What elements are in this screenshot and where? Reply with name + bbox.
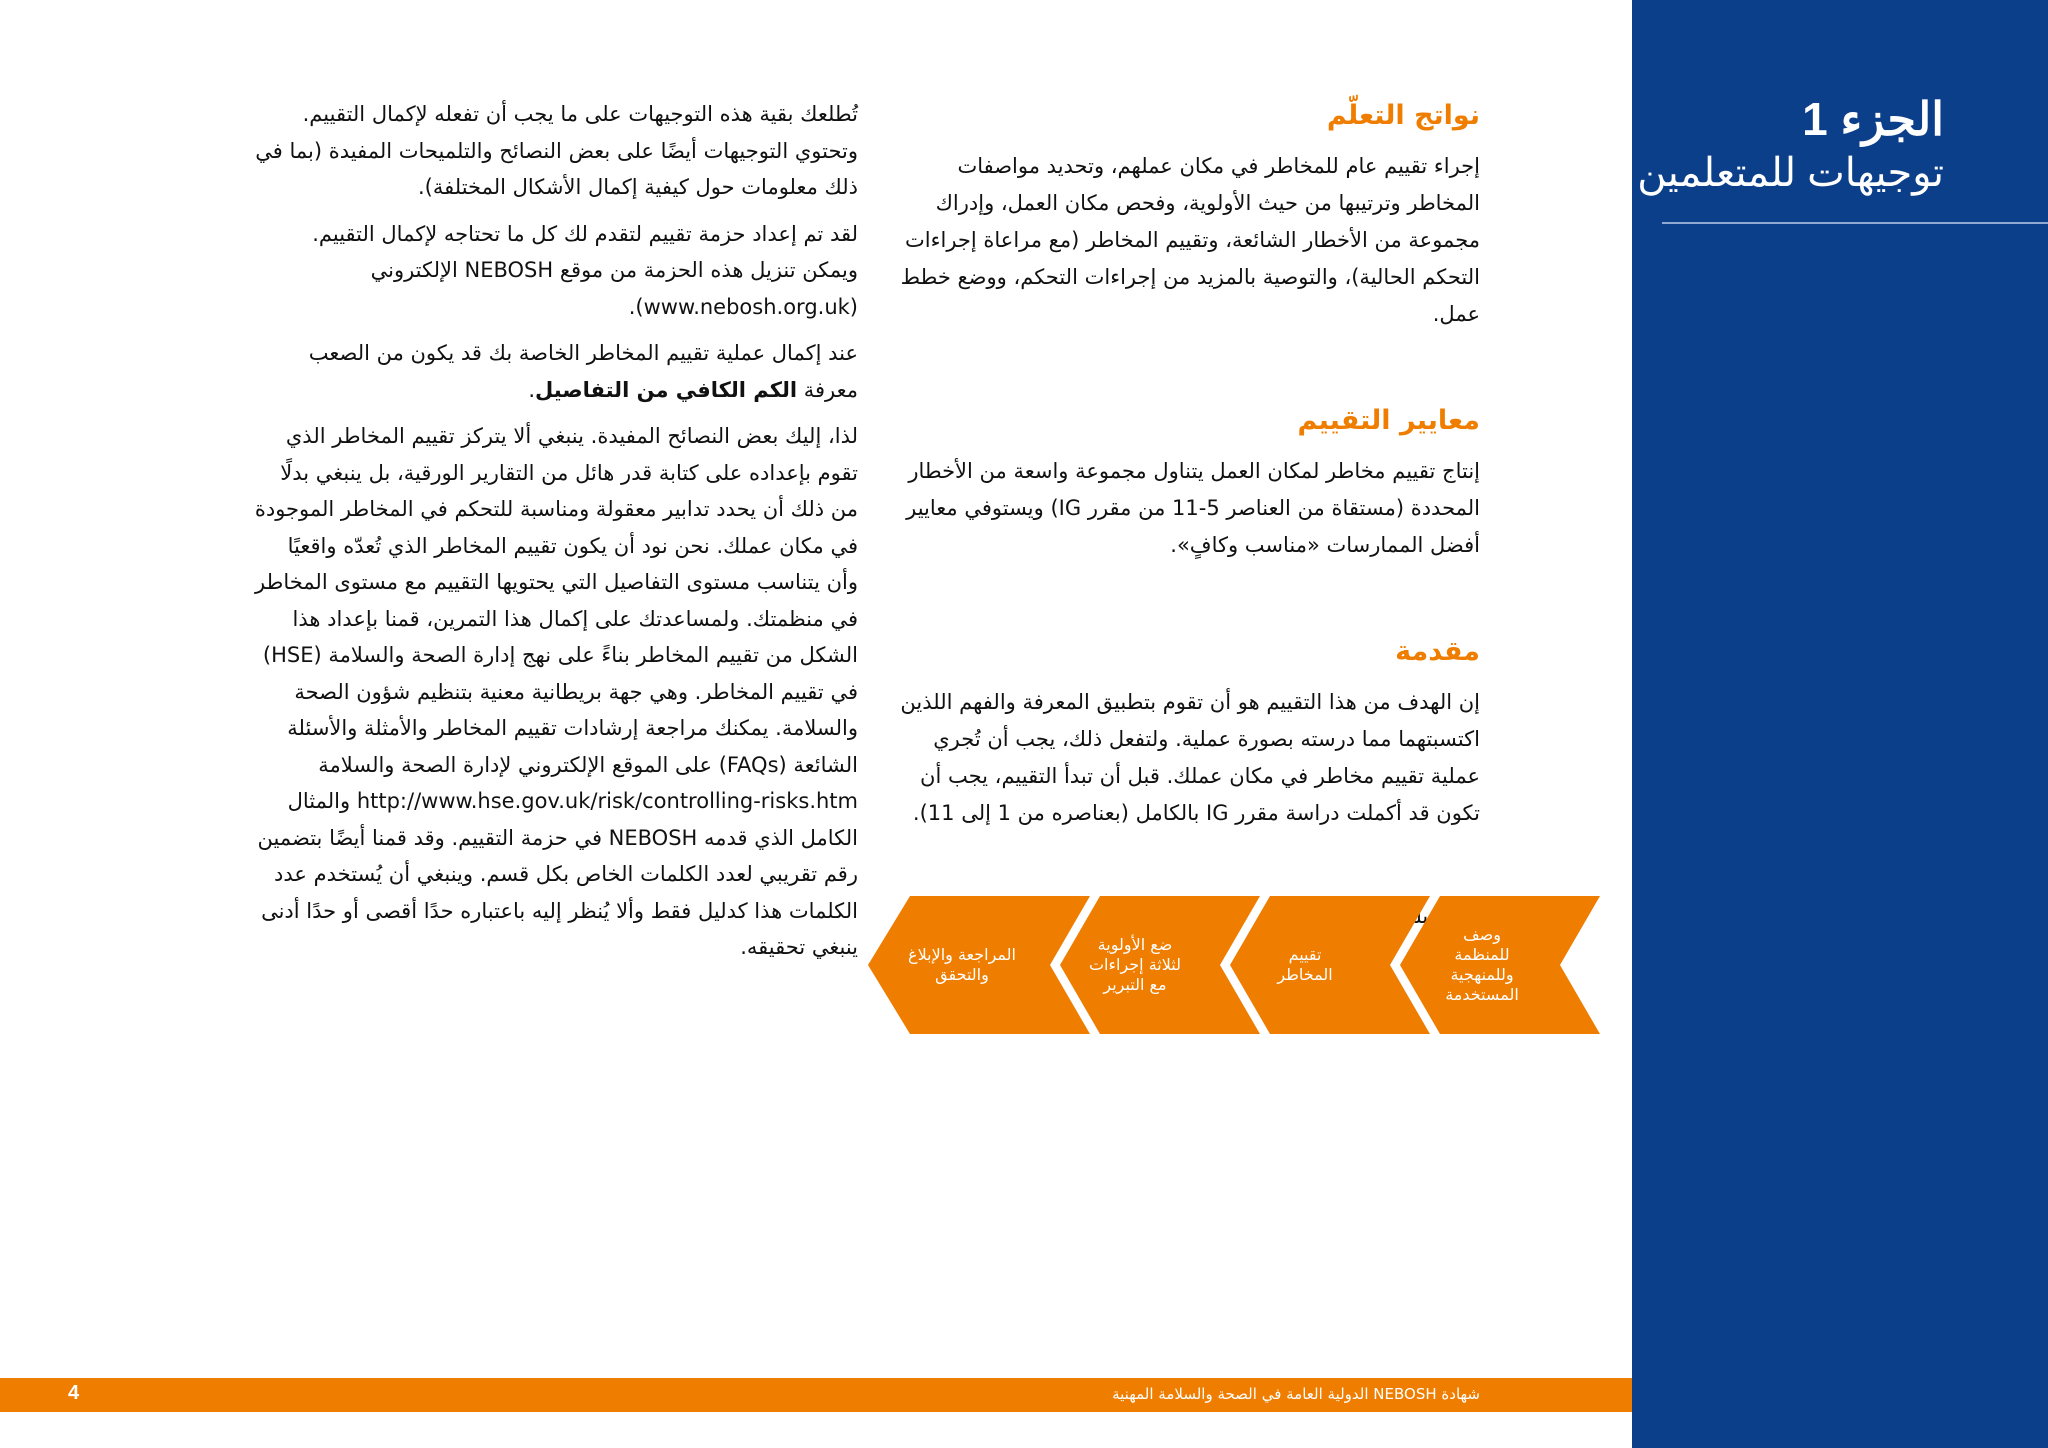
left-column <box>250 96 858 966</box>
page-number: 4 <box>68 1382 80 1404</box>
left-paragraph-3-bold: الكم الكافي من التفاصيل <box>535 377 798 402</box>
left-paragraph-4: لذا، إليك بعض النصائح المفيدة. ينبغي ألا يتركز تقييم المخاطر الذي تقوم بإعداده على كتابة قدر هائل من التقارير الورقية، بل ينبغي بدلًا من ذلك أن يحدد تدابير معقولة ومناسبة للتحكم في المخاطر الموجودة في مكان عملك. نحن نود أن يكون تقييم المخاطر الذي تُعدّه واقعيًا وأن يتناسب مستوى التفاصيل التي يحتويها التقييم مع مستوى المخاطر في منظمتك. ولمساعدتك على إكمال هذا التمرين، قمنا بإعداد هذا الشكل من تقييم المخاطر بناءً على نهج إدارة الصحة والسلامة (HSE) في تقييم المخاطر. وهي جهة بريطانية معنية بتنظيم شؤون الصحة والسلامة. يمكنك مراجعة إرشادات تقييم المخاطر والأمثلة والأسئلة الشائعة (FAQs) على الموقع الإلكتروني لإدارة الصحة والسلامة http://www.hse.gov.uk/risk/controlling-risks.htm والمثال الكامل الذي قدمه NEBOSH في حزمة التقييم. وقد قمنا أيضًا بتضمين رقم تقريبي لعدد الكلمات الخاص بكل قسم. وينبغي أن يُستخدم عدد الكلمات هذا كدليل فقط وألا يُنظر إليه باعتباره حدًا أقصى أو حدًا أدنى ينبغي تحقيقه. <box>254 424 858 959</box>
assessment-criteria-heading: معايير التقييم <box>1297 405 1480 436</box>
stage-2-line: تقييم <box>1288 945 1322 964</box>
stage-3-line: ضع الأولوية <box>1097 935 1173 954</box>
part-title: توجيهات للمتعلمين <box>1637 151 1944 195</box>
stage-4-line: والتحقق <box>935 965 989 984</box>
left-paragraph-2: لقد تم إعداد حزمة تقييم لتقدم لك كل ما تحتاجه لإكمال التقييم. ويمكن تنزيل هذه الحزمة من موقع NEBOSH الإلكتروني (www.nebosh.org.uk). <box>312 221 858 319</box>
part-label: الجزء 1 <box>1802 93 1944 145</box>
stage-3-line: لثلاثة إجراءات <box>1088 955 1182 974</box>
stage-1-line: وصف <box>1463 925 1501 944</box>
learning-outcomes-heading: نواتج التعلّم <box>1326 100 1480 131</box>
sidebar-panel <box>1632 0 2048 1448</box>
left-paragraph-3-end: . <box>528 377 535 402</box>
middle-column <box>880 96 1480 935</box>
footer-text: شهادة NEBOSH الدولية العامة في الصحة والسلامة المهنية <box>1112 1385 1480 1403</box>
stages-diagram <box>860 890 1605 1040</box>
sidebar-divider <box>1662 222 2048 224</box>
introduction-heading: مقدمة <box>1395 636 1480 667</box>
stage-1-line: وللمنهجية <box>1450 965 1514 984</box>
stage-1 <box>1400 896 1600 1034</box>
left-paragraph-3-start: عند إكمال عملية تقييم المخاطر الخاصة بك قد يكون من الصعب معرفة <box>308 341 858 402</box>
stage-3-line: مع التبرير <box>1103 975 1167 994</box>
assessment-criteria-text: إنتاج تقييم مخاطر لمكان العمل يتناول مجموعة واسعة من الأخطار المحددة (مستقاة من العناصر 5-11 من مقرر IG) ويستوفي معايير أفضل الممارسات «مناسب وكافٍ». <box>906 459 1480 557</box>
left-paragraph-1: تُطلعك بقية هذه التوجيهات على ما يجب أن تفعله لإكمال التقييم. وتحتوي التوجيهات أيضًا على بعض النصائح والتلميحات المفيدة (بما في ذلك معلومات حول كيفية إكمال الأشكال المختلفة). <box>255 102 858 199</box>
stage-1-line: للمنظمة <box>1454 945 1510 964</box>
footer-bar <box>0 1378 1632 1412</box>
introduction-text: إن الهدف من هذا التقييم هو أن تقوم بتطبيق المعرفة والفهم اللذين اكتسبتهما مما درسته بصورة عملية. ولتفعل ذلك، يجب أن تُجري عملية تقييم مخاطر في مكان عملك. قبل أن تبدأ التقييم، يجب أن تكون قد أكملت دراسة مقرر IG بالكامل (بعناصره من 1 إلى 11). <box>900 690 1480 825</box>
stage-4 <box>868 896 1090 1034</box>
stage-1-line: المستخدمة <box>1445 985 1519 1004</box>
stage-4-line: المراجعة والإبلاغ <box>908 945 1016 964</box>
left-paragraph-3 <box>250 335 858 408</box>
stage-2-line: المخاطر <box>1277 965 1333 984</box>
learning-outcomes-text: إجراء تقييم عام للمخاطر في مكان عملهم، وتحديد مواصفات المخاطر وترتيبها من حيث الأولوية، وفحص مكان العمل، وإدراك مجموعة من الأخطار الشائعة، وتقييم المخاطر (مع مراعاة إجراءات التحكم الحالية)، والتوصية بالمزيد من إجراءات التحكم، ووضع خطط عمل. <box>900 154 1480 326</box>
